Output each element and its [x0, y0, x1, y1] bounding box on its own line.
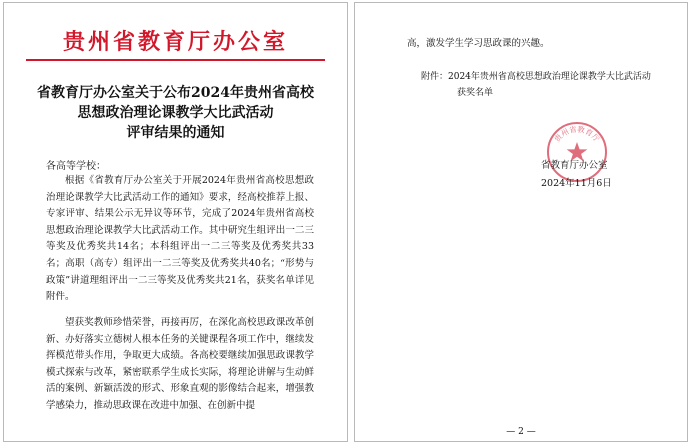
attachment-line-1: 附件：2024年贵州省高校思想政治理论课教学大比武活动 [421, 72, 651, 82]
attachment-line-2: 获奖名单 [457, 88, 494, 98]
continued-text: 高，激发学生学习思政课的兴趣。 [407, 38, 550, 49]
document-page-2 [354, 2, 688, 442]
title-line-3: 评审结果的通知 [126, 125, 225, 141]
title-line-1: 省教育厅办公室关于公布2024年贵州省高校 [37, 85, 314, 101]
title-line-2: 思想政治理论课教学大比武活动 [77, 105, 274, 121]
issue-date: 2024年11月6日 [541, 178, 612, 189]
paragraph-1: 根据《省教育厅办公室关于开展2024年贵州省高校思想政治理论课教学大比武活动工作的通知》要求，经高校推荐上报、专家评审、结果公示无异议等环节，完成了2024年贵州省高校思想政治理论课教学大比武活动工作。其中研究生组评出一二三等奖及优秀奖共14名；本科组评出一二三等奖及优秀奖共33名；高职（高专）组评出一二三等奖及优秀奖共40名；“形势与政策”讲道理组评出一二三等奖及优秀奖共21名，获奖名单详见附件。 [46, 175, 314, 303]
document-title [4, 83, 347, 143]
letterhead: 贵州省教育厅办公室 [62, 29, 288, 55]
svg-text:贵州省教育厅: 贵州省教育厅 [552, 124, 602, 144]
issuer: 省教育厅办公室 [541, 160, 608, 171]
attachment-note [421, 69, 661, 101]
paragraph-2: 望获奖教师珍惜荣誉，再接再厉，在深化高校思政课改革创新、办好落实立德树人根本任务的关键课程各项工作中，继续发挥模范带头作用，争取更大成绩。各高校要继续加强思政课教学模式探索与改革，紧密联系学生成长实际，将理论讲解与生动鲜活的案例、新颖活泼的形式、形象直观的影像结合起来，增强教学感染力，推动思政课在改进中加强、在创新中提 [46, 317, 314, 411]
salutation: 各高等学校： [46, 161, 106, 172]
letterhead-divider [26, 59, 325, 61]
page-number: — 2 — [506, 427, 536, 437]
document-page-1 [3, 2, 348, 442]
